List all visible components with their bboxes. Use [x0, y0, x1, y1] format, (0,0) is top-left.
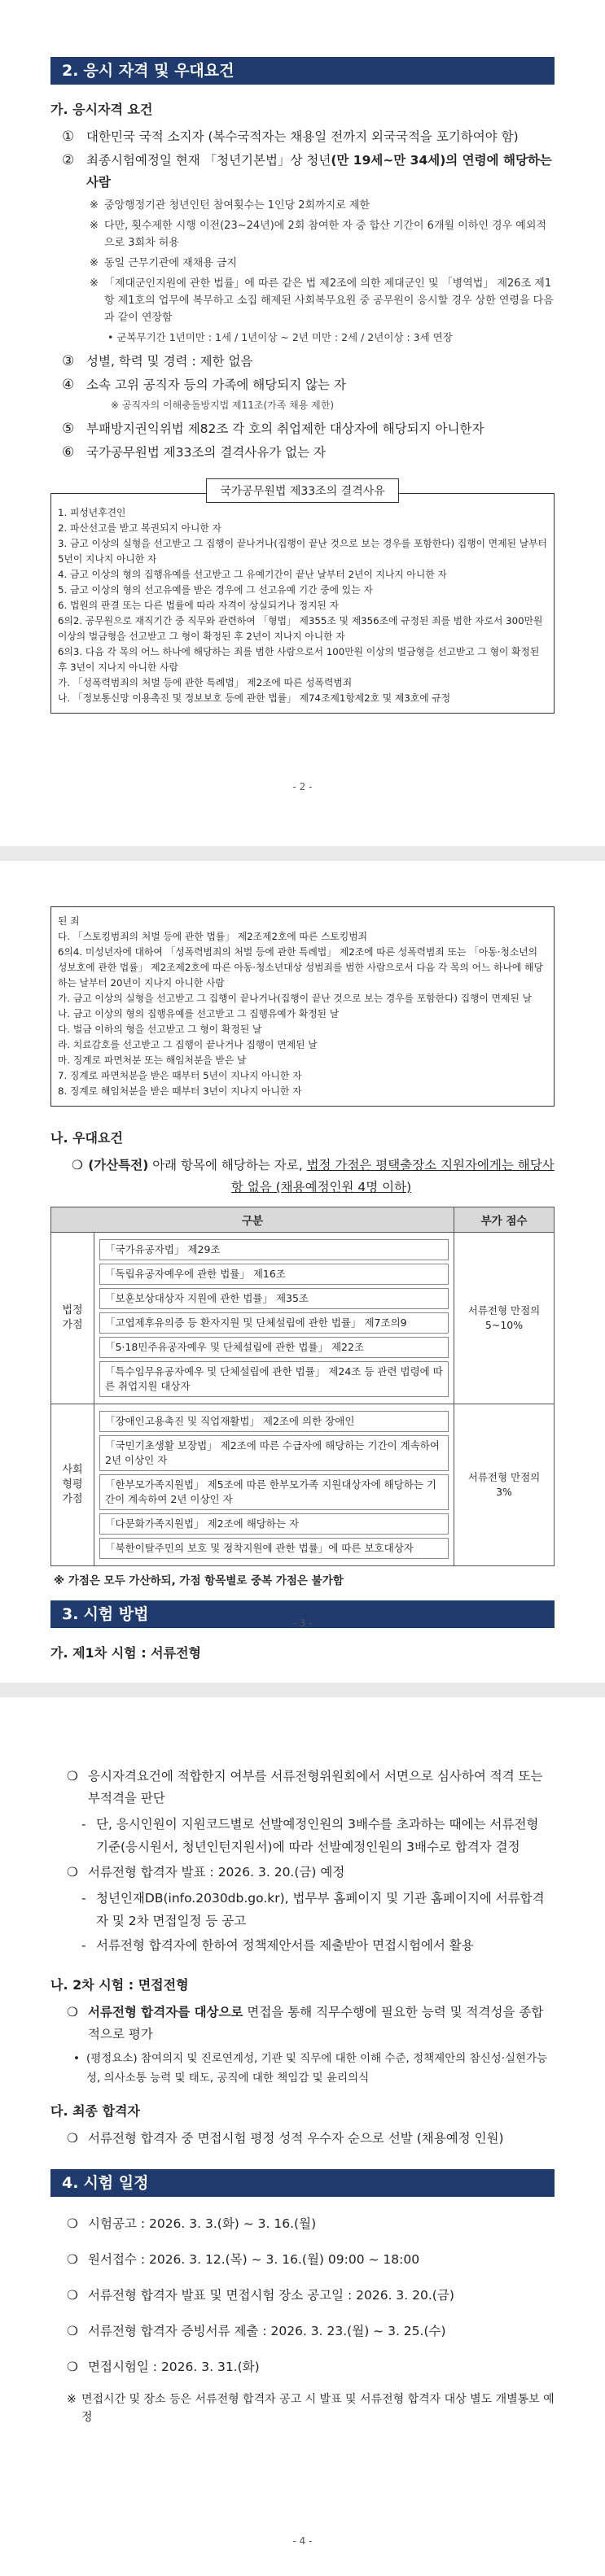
heading-final: 다. 최종 합격자 — [50, 2103, 140, 2119]
military-extension-note: • 군복무기간 1년미만 : 1세 / 1년이상 ~ 2년 미만 : 2세 / 2년이상 : 3세 연장 — [107, 331, 453, 343]
schedule-item: ❍ 서류전형 합격자 증빙서류 제출 : 2026. 3. 23.(월) ~ 3. 25.(수) — [67, 2324, 446, 2338]
heading-eligibility: 가. 응시자격 요건 — [50, 102, 153, 117]
disqualification-box-continued: 된 죄 다. 「스토킹범죄의 처벌 등에 관한 법률」 제2조제2호에 따른 스토킹범죄 6의4. 미성년자에 대하여 「성폭력범죄의 처벌 등에 관한 특례법」 제2조에 따른 성폭력범죄 또는 「아동·청소년의 성보호에 관한 법률」 제2조제2호에 따른 아동·청소년대상 성범죄를 범한 사람으로서 다음 각 목의 어느 하나에 해당하는 날부터 20년이 지나지 아니한 사람 가. 금고 이상의 실형을 선고받고 그 집행이 끝나거나(집행이 끝난 것으로 보는 경우를 포함한다) 집행이 면제된 날 나. 금고 이상의 형의 집행유예를 선고받고 그 집행유예가 확정된 날 다. 벌금 이하의 형을 선고받고 그 형이 확정된 날 라. 치료감호를 선고받고 그 집행이 끝나거나 집행이 면제된 날 마. 징계로 파면처분 또는 해임처분을 받은 날 7. 징계로 파면처분을 받은 때부터 5년이 지나지 아니한 자 8. 징계로 해임처분을 받은 때부터 3년이 지나지 아니한 자 — [50, 906, 555, 1107]
eligibility-item-1: ① 대한민국 국적 소지자 (복수국적자는 채용일 전까지 외국국적을 포기하여야 함) — [62, 129, 519, 145]
doc-screening-subitem: - 단, 응시인원이 지원코드별로 선발예정인원의 3배수를 초과하는 때에는 서류전형 기준(응시원서, 청년인턴지원서)에 따라 선발예정인원의 3배수로 합격자 결정 — [81, 1817, 539, 1854]
heading-preference: 나. 우대요건 — [50, 1130, 123, 1146]
note: ※ 중앙행정기관 청년인턴 참여횟수는 1인당 2회까지로 제한 — [90, 199, 370, 212]
schedule-item: ❍ 시험공고 : 2026. 3. 3.(화) ~ 3. 16.(월) — [67, 2216, 317, 2231]
page-2 — [0, 0, 605, 846]
table-footnote: ※ 가점은 모두 가산하되, 가점 항목별로 중복 가점은 불가함 — [54, 1574, 344, 1587]
eligibility-item-4: ④ 소속 고위 공직자 등의 가족에 해당되지 않는 자 — [62, 377, 346, 393]
final-selection-item: ❍ 서류전형 합격자 중 면접시험 평정 성적 우수자 순으로 선발 (채용예정 인원) — [67, 2131, 504, 2146]
table-header-category: 구분 — [51, 1207, 454, 1233]
note: ※ 「제대군인지원에 관한 법률」에 따른 같은 법 제2조에 의한 제대군인 및 「병역법」 제26조 제1항 제1호의 업무에 복무하고 소집 해제된 사회복무요원 중 공무원이 응시할 경우 상한 연령을 다음과 같이 연장함 — [90, 277, 554, 324]
doc-screening-item: ❍ 응시자격요건에 적합한지 여부를 서류전형위원회에서 서면으로 심사하여 적격 또는 부적격을 판단 — [67, 1769, 543, 1805]
schedule-item: ❍ 서류전형 합격자 발표 및 면접시험 장소 공고일 : 2026. 3. 20.(금) — [67, 2288, 454, 2303]
note: ※ 다만, 횟수제한 시행 이전(23~24년)에 2회 참여한 자 중 합산 기간이 6개월 이하인 경우 예외적으로 3회차 허용 — [90, 220, 546, 249]
page-3 — [0, 861, 605, 1683]
table-row: 사회 형평 가점 「장애인고용촉진 및 직업재활법」 제2조에 의한 장애인 「국민기초생활 보장법」 제2조에 따른 수급자에 해당하는 기간이 계속하여 2년 이상인 자 「한부모가족지원법」 제5조에 따른 한부모가족 지원대상자에 해당하는 기간이 계속하여 2년 이상인 자 「다문화가족지원법」 제2조에 해당하는 자 「북한이탈주민의 보호 및 정착지원에 관한 법률」에 따른 보호대상자 서류전형 만점의 3% — [51, 1404, 555, 1566]
eligibility-item-6: ⑥ 국가공무원법 제33조의 결격사유가 없는 자 — [62, 444, 326, 461]
page-number: - 4 - — [292, 2535, 313, 2547]
table-header-score: 부가 점수 — [454, 1207, 555, 1233]
page-number: - 2 - — [292, 781, 313, 792]
schedule-note: ※ 면접시간 및 장소 등은 서류전형 합격자 공고 시 발표 및 서류전형 합격자 대상 별도 개별통보 예정 — [67, 2393, 555, 2424]
eligibility-item-2: ② 최종시험예정일 현재 「청년기본법」상 청년(만 19세~만 34세)의 연령에 해당하는 사람 — [62, 152, 552, 190]
table-row: 법정 가점 「국가유공자법」 제29조 「독립유공자예우에 관한 법률」 제16조 「보훈보상대상자 지원에 관한 법률」 제35조 「고엽제후유의증 등 환자지원 및 단체설립에 관한 법률」 제7조의9 「5·18민주유공자예우 및 단체설립에 관한 법률」 제22조 「특수임무유공자예우 및 단체설립에 관한 법률」 제24조 등 관련 법령에 따른 취업지원 대상자 서류전형 만점의 5~10% — [51, 1233, 555, 1404]
conflict-of-interest-note: ※ 공직자의 이해충돌방지법 제11조(가족 채용 제한) — [111, 399, 335, 411]
schedule-item: ❍ 면접시험일 : 2026. 3. 31.(화) — [67, 2360, 260, 2374]
note: ※ 동일 근무기관에 재채용 금지 — [90, 257, 238, 269]
section-header-2: 2. 응시 자격 및 우대요건 — [50, 57, 555, 85]
eligibility-item-3: ③ 성별, 학력 및 경력 : 제한 없음 — [62, 353, 253, 369]
heading-first-exam: 가. 제1차 시험 : 서류전형 — [50, 1645, 201, 1661]
page-number: - 3 - — [292, 1618, 313, 1629]
interview-criteria: • (평정요소) 참여의지 및 진로연계성, 기관 및 직무에 대한 이해 수준, 정책제안의 참신성·실현가능성, 의사소통 능력 및 태도, 공직에 대한 책임감 및 윤리의식 — [73, 2052, 548, 2085]
section-header-4: 4. 시험 일정 — [50, 2169, 555, 2197]
disqualification-box-title: 국가공무원법 제33조의 결격사유 — [206, 478, 399, 503]
disqualification-box: 1. 피성년후견인 2. 파산선고를 받고 복권되지 아니한 자 3. 금고 이상의 실형을 선고받고 그 집행이 끝나거나(집행이 끝난 것으로 보는 경우를 포함한다) 집행이 면제된 날부터 5년이 지나지 아니한 자 4. 금고 이상의 형의 집행유예를 선고받고 그 유예기간이 끝난 날부터 2년이 지나지 아니한 자 5. 금고 이상의 형의 선고유예를 받은 경우에 그 선고유예 기간 중에 있는 자 6. 법원의 판결 또는 다른 법률에 따라 자격이 상실되거나 정지된 자 6의2. 공무원으로 재직기간 중 직무와 관련하여 「형법」 제355조 및 제356조에 규정된 죄를 범한 자로서 300만원 이상의 벌금형을 선고받고 그 형이 확정된 후 2년이 지나지 아니한 자 6의3. 다음 각 목의 어느 하나에 해당하는 죄를 범한 사람으로서 100만원 이상의 벌금형을 선고받고 그 형이 확정된 후 3년이 지나지 아니한 사람 가. 「성폭력범죄의 처벌 등에 관한 특례법」 제2조에 따른 성폭력범죄 나. 「정보통신망 이용촉진 및 정보보호 등에 관한 법률」 제74조제1항제2호 및 제3호에 규정 — [50, 493, 555, 714]
section-header-3: 3. 시험 방법 — [50, 1600, 555, 1628]
eligibility-item-5: ⑤ 부패방지권익위법 제82조 각 호의 취업제한 대상자에 해당되지 아니한자 — [62, 421, 484, 437]
preference-table — [50, 1207, 555, 1566]
preference-intro: ❍ (가산특전) 아래 항목에 해당하는 자로, 법정 가점은 평택출장소 지원자에게는 해당사항 없음 (채용예정인원 4명 이하) — [72, 1158, 555, 1194]
doc-result-subitem: - 청년인재DB(info.2030db.go.kr), 법무부 홈페이지 및 기관 홈페이지에 서류합격자 및 2차 면접일정 등 공고 — [81, 1891, 545, 1928]
page-4 — [0, 1697, 605, 2576]
doc-result-subitem: - 서류전형 합격자에 한하여 정책제안서를 제출받아 면접시험에서 활용 — [81, 1938, 474, 1953]
interview-item: ❍ 서류전형 합격자를 대상으로 면접을 통해 직무수행에 필요한 능력 및 적격성을 종합적으로 평가 — [67, 2005, 544, 2041]
schedule-item: ❍ 원서접수 : 2026. 3. 12.(목) ~ 3. 16.(월) 09:00 ~ 18:00 — [67, 2252, 420, 2267]
heading-interview: 나. 2차 시험 : 면접전형 — [50, 1977, 189, 1993]
doc-result-announcement: ❍ 서류전형 합격자 발표 : 2026. 3. 20.(금) 예정 — [67, 1865, 345, 1880]
